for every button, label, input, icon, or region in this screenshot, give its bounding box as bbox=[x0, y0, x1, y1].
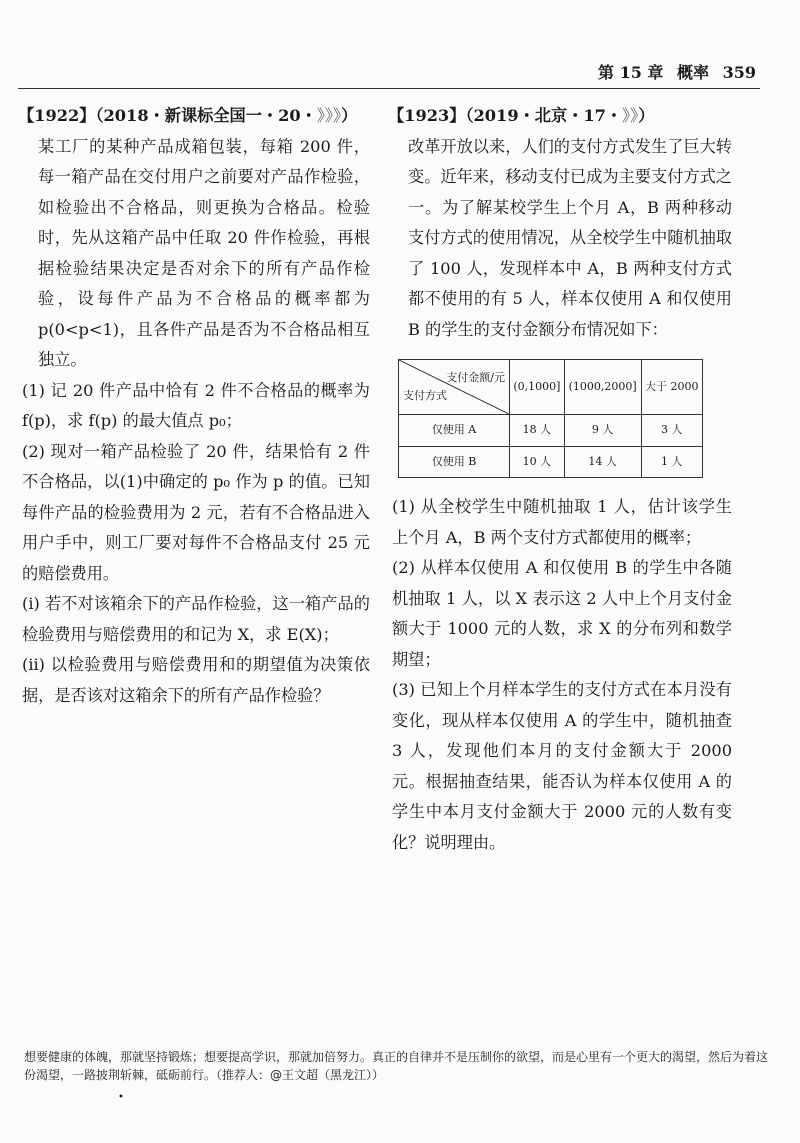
question-number: 【1923】 bbox=[388, 106, 466, 125]
table-row bbox=[399, 415, 703, 447]
payment-table bbox=[398, 359, 703, 478]
column-header: (0,1000] bbox=[510, 360, 565, 415]
question-subpart: (i) 若不对该箱余下的产品作检验，这一箱产品的检验费用与赔偿费用的和记为 X，求 E(X)； bbox=[22, 594, 370, 644]
table-cell: 9 人 bbox=[564, 415, 641, 447]
question-number: 【1922】 bbox=[18, 106, 96, 125]
question-part: (1) 从全校学生中随机抽取 1 人，估计该学生上个月 A，B 两个支付方式都使用的概率； bbox=[392, 497, 732, 547]
table-cell: 14 人 bbox=[564, 446, 641, 478]
page-number: 359 bbox=[722, 63, 756, 82]
question-1923 bbox=[388, 101, 732, 858]
question-part: (2) 现对一箱产品检验了 20 件，结果恰有 2 件不合格品，以(1)中确定的 p₀ 作为 p 的值。已知每件产品的检验费用为 2 元，若有不合格品进入用户手中，则工厂要对每件不合格品支付 25 元的赔偿费用。 bbox=[22, 441, 370, 583]
table-cell: 3 人 bbox=[641, 415, 703, 447]
corner-bottom-label: 支付方式 bbox=[403, 388, 447, 402]
question-stem: 某工厂的某种产品成箱包装，每箱 200 件，每一箱产品在交付用户之前要对产品作检验，如检验出不合格品，则更换为合格品。检验时，先从这箱产品中任取 20 件作检验，再根据检验结果决定是否对余下的所有产品作检验，设每件产品为不合格品的概率都为 p(0<p<1)，且各件产品是否为不合格品相互独立。 bbox=[38, 136, 370, 369]
column-header: 大于 2000 bbox=[641, 360, 703, 415]
question-subpart: (ii) 以检验费用与赔偿费用和的期望值为决策依据，是否该对这箱余下的所有产品作检验？ bbox=[22, 655, 370, 705]
question-1922 bbox=[18, 101, 370, 711]
question-1923-heading: 【1923】（2019・北京・17・》》） bbox=[388, 106, 655, 125]
table-cell: 10 人 bbox=[510, 446, 565, 478]
question-part: (2) 从样本仅使用 A 和仅使用 B 的学生中各随机抽取 1 人，以 X 表示这 2 人中上个月支付金额大于 1000 元的人数，求 X 的分布列和数学期望； bbox=[392, 558, 732, 669]
question-1922-heading: 【1922】（2018・新课标全国一・20・》》》） bbox=[18, 106, 358, 125]
question-part: (3) 已知上个月样本学生的支付方式在本月没有变化，现从样本仅使用 A 的学生中，随机抽查 3 人，发现他们本月的支付金额大于 2000 元。根据抽查结果，能否认为样本仅使用 A 的学生中本月支付金额大于 2000 元的人数有变化？说明理由。 bbox=[392, 680, 732, 852]
table-cell: 1 人 bbox=[641, 446, 703, 478]
chapter-label: 第 15 章 bbox=[598, 63, 664, 82]
table-row bbox=[399, 446, 703, 478]
bullet-dot: • bbox=[118, 1092, 124, 1103]
header-rule bbox=[18, 88, 760, 89]
question-source: （2018・新课标全国一・20・ bbox=[95, 106, 317, 125]
table-cell: 18 人 bbox=[510, 415, 565, 447]
footer-quote: 想要健康的体魄，那就坚持锻炼；想要提高学识，那就加倍努力。真正的自律并不是压制你的欲望，而是心里有一个更大的渴望，然后为着这份渴望，一路披荆斩棘，砥砺前行。（推荐人：@王文超（黑龙江）） bbox=[24, 1050, 769, 1082]
difficulty-icon: 》》》 bbox=[316, 106, 342, 125]
row-label: 仅使用 A bbox=[399, 415, 510, 447]
row-label: 仅使用 B bbox=[399, 446, 510, 478]
page-header bbox=[590, 60, 756, 83]
question-part: (1) 记 20 件产品中恰有 2 件不合格品的概率为 f(p)，求 f(p) 的最大值点 p₀； bbox=[22, 380, 370, 430]
column-header: (1000,2000] bbox=[564, 360, 641, 415]
question-stem: 改革开放以来，人们的支付方式发生了巨大转变。近年来，移动支付已成为主要支付方式之一。为了解某校学生上个月 A，B 两种移动支付方式的使用情况，从全校学生中随机抽取了 100 人，发现样本中 A，B 两种支付方式都不使用的有 5 人，样本仅使用 A 和仅使用 B 的学生的支付金额分布情况如下： bbox=[408, 136, 732, 339]
table-corner-header bbox=[399, 360, 510, 415]
corner-top-label: 支付金额/元 bbox=[446, 371, 505, 384]
question-source: （2019・北京・17・ bbox=[465, 106, 623, 125]
difficulty-icon: 》》 bbox=[622, 106, 639, 125]
section-title: 概率 bbox=[677, 63, 710, 82]
